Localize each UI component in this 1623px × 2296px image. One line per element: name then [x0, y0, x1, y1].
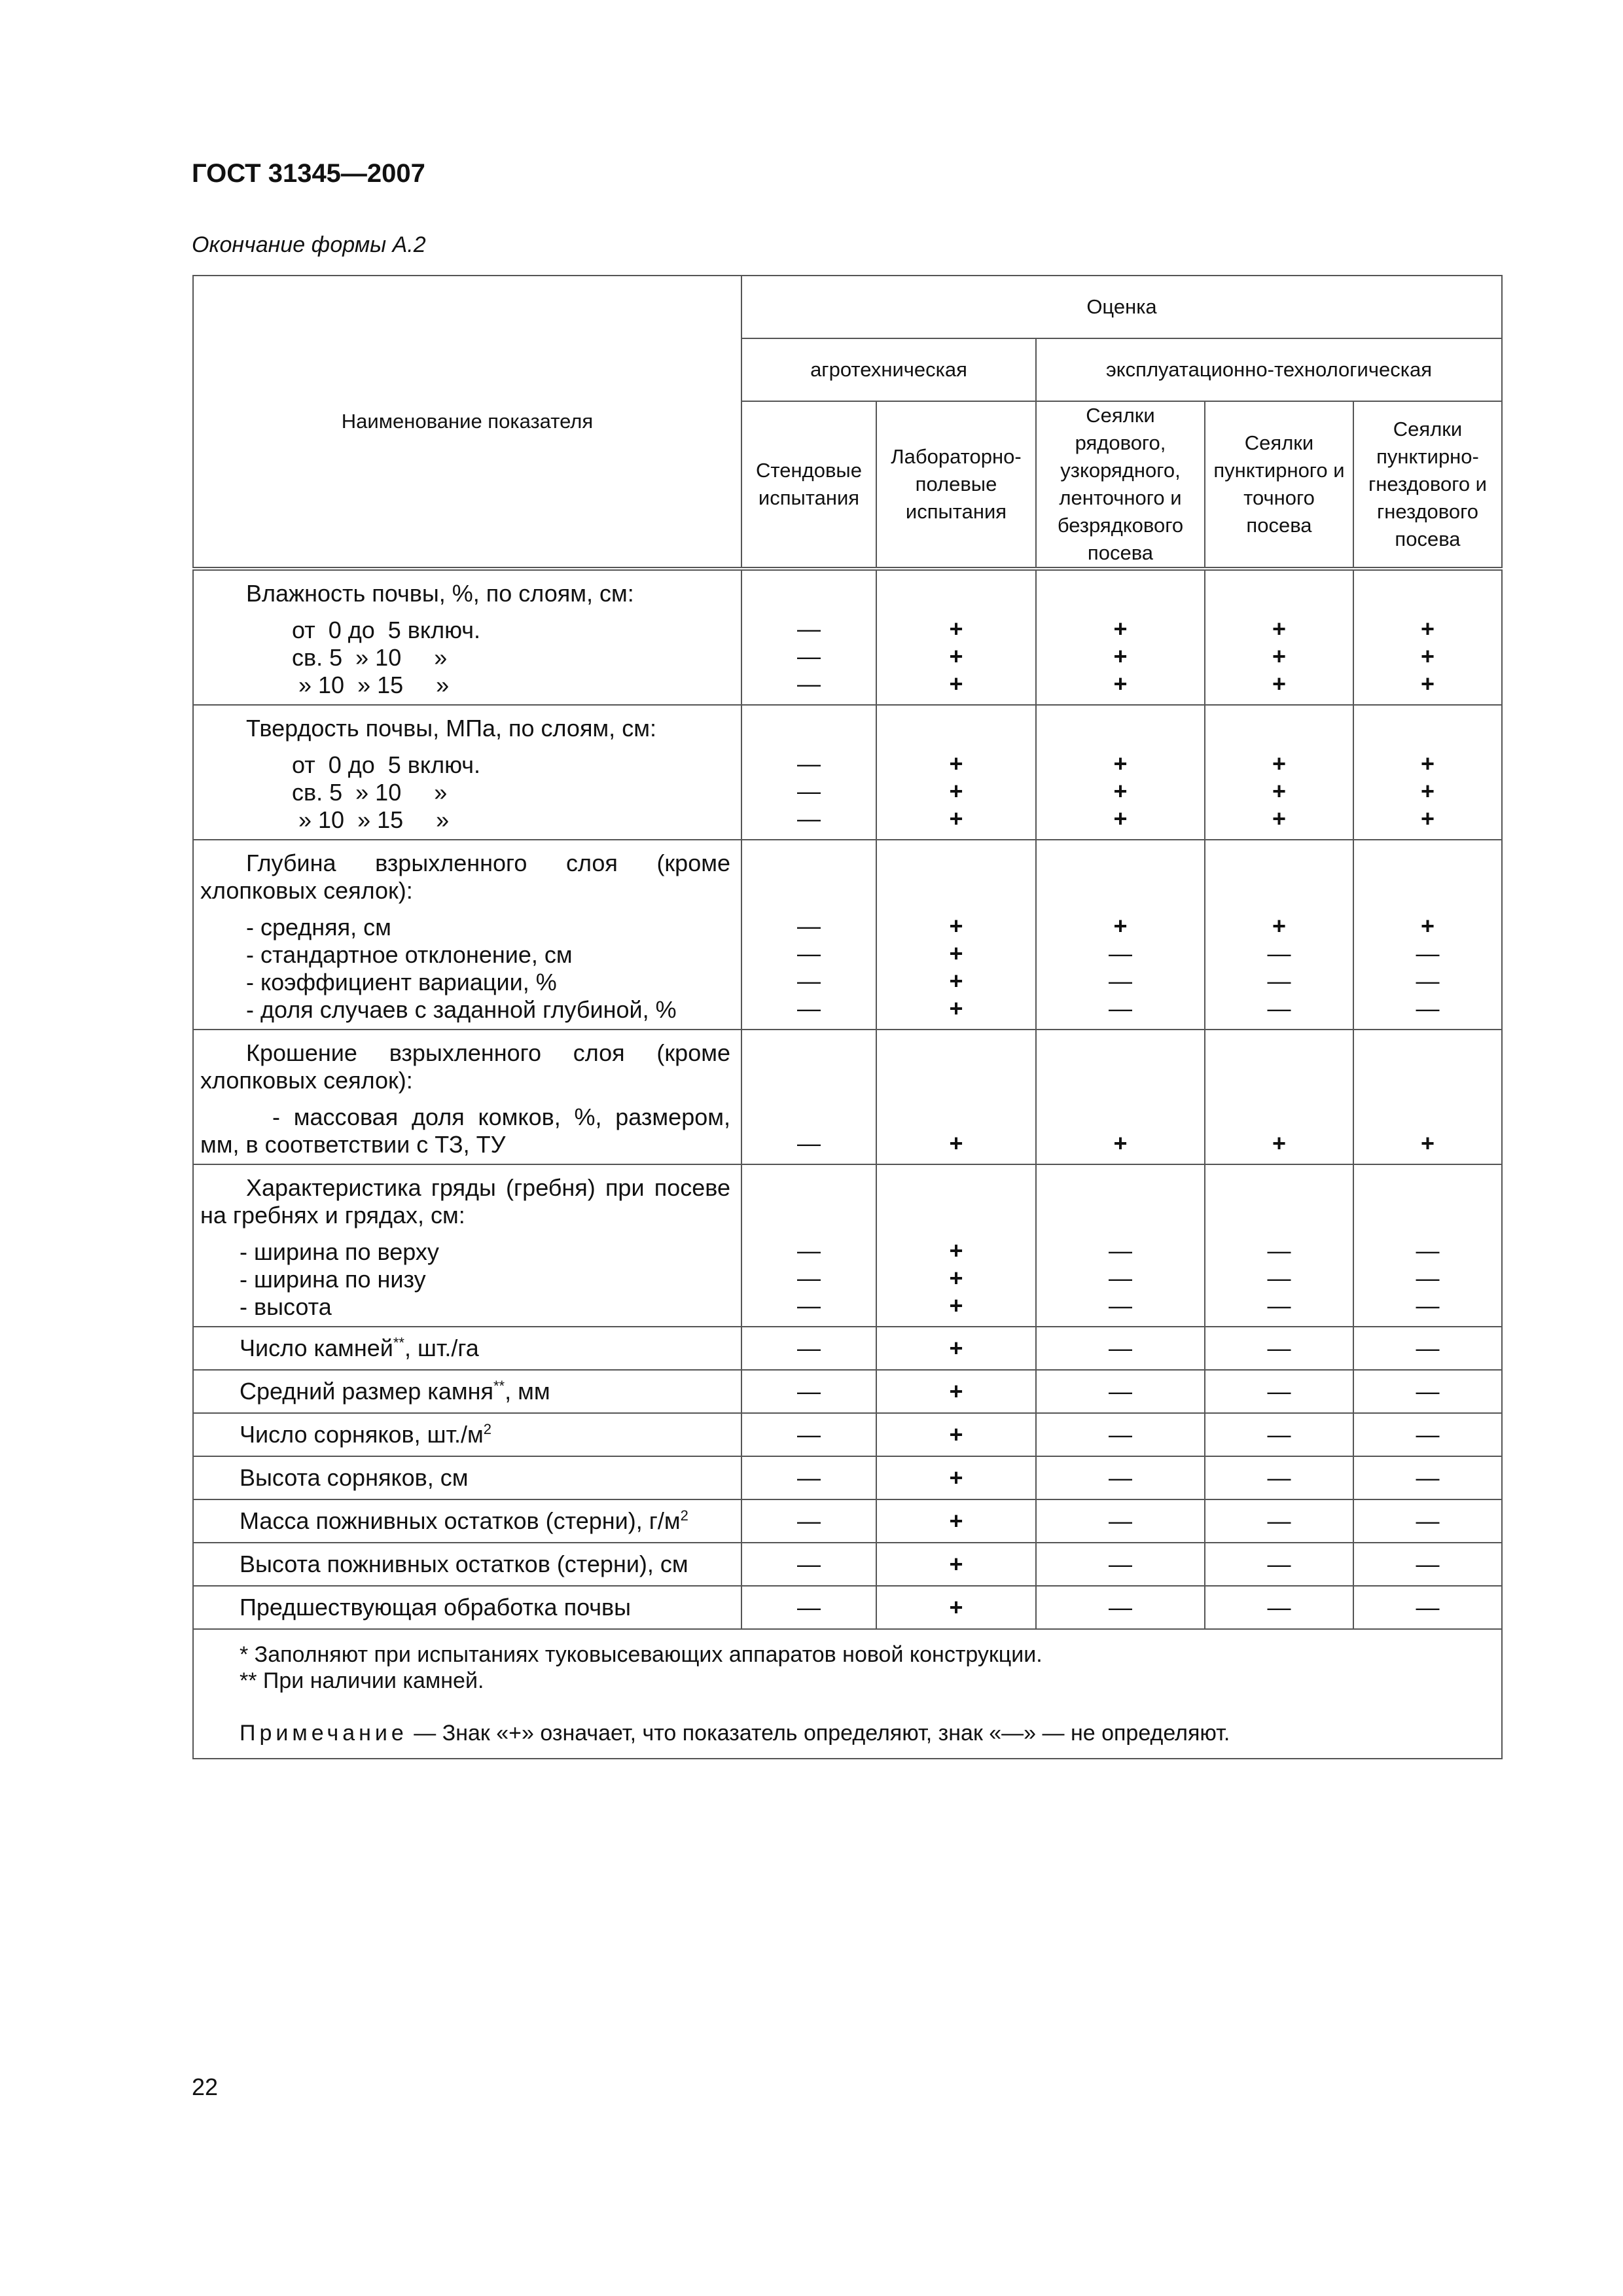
- mark-cell: [1353, 1030, 1502, 1164]
- mark-cell: [1036, 569, 1205, 705]
- header-lab-field-tests: Лабораторно-полевые испытания: [876, 401, 1036, 569]
- note-label: Примечание: [240, 1721, 408, 1746]
- mark: —: [1416, 1551, 1440, 1577]
- mark: —: [797, 1551, 821, 1577]
- header-bench-tests: Стендовые испытания: [741, 401, 876, 569]
- mark-cell: [741, 1413, 876, 1456]
- mark: —: [1267, 1421, 1291, 1448]
- indicator-cell: [193, 569, 741, 705]
- mark-cell: [1205, 840, 1353, 1030]
- mark: —: [1109, 1292, 1132, 1319]
- mark: +: [949, 1292, 963, 1319]
- mark-cell: [876, 840, 1036, 1030]
- mark: +: [949, 1464, 963, 1491]
- mark-cell: [1036, 1499, 1205, 1543]
- mark: +: [1113, 615, 1128, 642]
- header-agrotechnical: агротехническая: [741, 338, 1036, 401]
- mark: —: [1109, 1551, 1132, 1577]
- mark: —: [797, 615, 821, 642]
- indicator-subitem: - коэффициент вариации, %: [246, 969, 557, 996]
- mark: +: [1420, 778, 1435, 804]
- table-row: [193, 1543, 1502, 1586]
- mark-cell: [1036, 1456, 1205, 1499]
- table-row: [193, 569, 1502, 705]
- mark: —: [1109, 1421, 1132, 1448]
- mark-cell: [1353, 1456, 1502, 1499]
- indicator-title: Глубина взрыхленного слоя (кроме хлопковых сеялок):: [200, 850, 730, 904]
- indicator-subitem: » 10 » 15 »: [292, 672, 450, 698]
- mark: +: [1272, 750, 1287, 777]
- mark-cell: [1036, 1543, 1205, 1586]
- mark-cell: [741, 705, 876, 840]
- mark-cell: [1205, 1586, 1353, 1629]
- mark: +: [949, 805, 963, 832]
- mark: —: [1416, 995, 1440, 1022]
- mark-cell: [1353, 1164, 1502, 1327]
- mark-cell: [876, 569, 1036, 705]
- table-row: [193, 1586, 1502, 1629]
- mark: —: [1416, 1507, 1440, 1534]
- indicator-subitem: от 0 до 5 включ.: [292, 751, 481, 778]
- mark: —: [1267, 1507, 1291, 1534]
- mark: +: [949, 912, 963, 939]
- mark: —: [1416, 1335, 1440, 1361]
- mark-cell: [876, 1327, 1036, 1370]
- mark: —: [1416, 1237, 1440, 1264]
- unit-exponent: 2: [483, 1421, 492, 1437]
- mark: +: [949, 1378, 963, 1405]
- mark-cell: [1353, 569, 1502, 705]
- mark-cell: [1353, 1499, 1502, 1543]
- mark-cell: [741, 1327, 876, 1370]
- mark: +: [1420, 912, 1435, 939]
- mark-cell: [1353, 1586, 1502, 1629]
- table-header: [193, 276, 1502, 569]
- mark-cell: [876, 1456, 1036, 1499]
- mark: —: [1416, 1265, 1440, 1291]
- indicators-table: [192, 275, 1503, 1759]
- mark-cell: [1353, 1327, 1502, 1370]
- indicator-subitem: - доля случаев с заданной глубиной, %: [246, 996, 677, 1023]
- indicator-title: Высота сорняков, см: [240, 1464, 469, 1491]
- mark: —: [797, 1594, 821, 1621]
- header-assessment: Оценка: [741, 276, 1502, 338]
- mark: —: [1267, 1551, 1291, 1577]
- mark-cell: [1205, 1370, 1353, 1413]
- mark: —: [1109, 1507, 1132, 1534]
- mark-cell: [1353, 1370, 1502, 1413]
- indicator-cell: [193, 1164, 741, 1327]
- indicator-cell: [193, 1543, 741, 1586]
- mark: —: [1267, 1335, 1291, 1361]
- mark-cell: [1353, 840, 1502, 1030]
- mark-cell: [1205, 569, 1353, 705]
- mark-cell: [741, 1164, 876, 1327]
- indicator-cell: [193, 705, 741, 840]
- mark: —: [1109, 1335, 1132, 1361]
- mark-cell: [1036, 1413, 1205, 1456]
- indicator-subitem: - ширина по верху: [240, 1238, 439, 1265]
- mark: +: [1272, 670, 1287, 697]
- indicator-unit: , шт./га: [404, 1335, 479, 1361]
- mark-cell: [741, 569, 876, 705]
- mark: +: [949, 1551, 963, 1577]
- mark: —: [797, 750, 821, 777]
- mark: —: [797, 940, 821, 967]
- note-text: — Знак «+» означает, что показатель определяют, знак «—» — не определяют.: [407, 1721, 1230, 1746]
- indicator-cell: [193, 1370, 741, 1413]
- mark-cell: [1205, 1030, 1353, 1164]
- mark: +: [1420, 750, 1435, 777]
- mark: —: [1267, 995, 1291, 1022]
- mark-cell: [1353, 705, 1502, 840]
- mark-cell: [1036, 1030, 1205, 1164]
- mark-cell: [741, 840, 876, 1030]
- mark: —: [1109, 1237, 1132, 1264]
- indicator-cell: [193, 1327, 741, 1370]
- mark: +: [1113, 805, 1128, 832]
- mark-cell: [1036, 1164, 1205, 1327]
- mark: —: [797, 1265, 821, 1291]
- indicator-title: Влажность почвы, %, по слоям, см:: [246, 580, 634, 607]
- mark: +: [1420, 643, 1435, 670]
- mark-cell: [1036, 1327, 1205, 1370]
- header-hill-seeders: Сеялки пунктирно-гнездового и гнездового посева: [1353, 401, 1502, 569]
- indicator-subitem: св. 5 » 10 »: [292, 644, 448, 671]
- indicator-cell: [193, 840, 741, 1030]
- indicator-subitem: - средняя, см: [246, 914, 391, 941]
- mark-cell: [741, 1543, 876, 1586]
- mark-cell: [876, 1543, 1036, 1586]
- mark: —: [797, 967, 821, 994]
- mark-cell: [1205, 1456, 1353, 1499]
- mark: —: [1416, 1594, 1440, 1621]
- header-precision-seeders: Сеялки пунктирного и точного посева: [1205, 401, 1353, 569]
- mark: +: [949, 778, 963, 804]
- table-row: [193, 840, 1502, 1030]
- mark: +: [949, 995, 963, 1022]
- mark: —: [1109, 1378, 1132, 1405]
- indicator-title: Предшествующая обработка почвы: [240, 1594, 632, 1621]
- mark: +: [1113, 750, 1128, 777]
- indicator-subitem: » 10 » 15 »: [292, 806, 450, 833]
- mark: —: [1267, 1378, 1291, 1405]
- mark: —: [1267, 940, 1291, 967]
- mark-cell: [876, 1030, 1036, 1164]
- mark: +: [949, 643, 963, 670]
- mark-cell: [876, 1413, 1036, 1456]
- mark: —: [1109, 1265, 1132, 1291]
- mark: +: [949, 967, 963, 994]
- mark-cell: [741, 1370, 876, 1413]
- mark: +: [1113, 912, 1128, 939]
- mark: +: [949, 750, 963, 777]
- mark: +: [1420, 670, 1435, 697]
- table-row: [193, 1499, 1502, 1543]
- header-row-seeders: Сеялки рядового, узкорядного, ленточного и безрядкового посева: [1036, 401, 1205, 569]
- mark: +: [1272, 778, 1287, 804]
- mark-cell: [1205, 1164, 1353, 1327]
- mark: —: [797, 1507, 821, 1534]
- unit-exponent: 2: [680, 1507, 688, 1524]
- mark: +: [949, 615, 963, 642]
- mark: +: [949, 1130, 963, 1157]
- mark-cell: [1036, 705, 1205, 840]
- mark: —: [797, 1335, 821, 1361]
- mark: +: [1113, 670, 1128, 697]
- header-indicator-name: Наименование показателя: [193, 276, 741, 569]
- indicator-subitem: от 0 до 5 включ.: [292, 617, 481, 643]
- indicator-cell: [193, 1499, 741, 1543]
- mark-cell: [876, 1164, 1036, 1327]
- mark: +: [949, 1594, 963, 1621]
- mark-cell: [1205, 1413, 1353, 1456]
- mark: —: [797, 643, 821, 670]
- header-operational: эксплуатационно-технологическая: [1036, 338, 1502, 401]
- table-row: [193, 705, 1502, 840]
- mark: +: [1420, 805, 1435, 832]
- indicator-title: Высота пожнивных остатков (стерни), см: [240, 1551, 688, 1577]
- mark: —: [797, 1378, 821, 1405]
- mark: +: [1420, 615, 1435, 642]
- mark: —: [797, 1130, 821, 1157]
- footnotes-cell: [193, 1629, 1502, 1759]
- mark-cell: [741, 1586, 876, 1629]
- mark: +: [1272, 615, 1287, 642]
- mark-cell: [1205, 1327, 1353, 1370]
- indicator-cell: [193, 1413, 741, 1456]
- table-row: [193, 1456, 1502, 1499]
- mark-cell: [1353, 1413, 1502, 1456]
- mark: +: [949, 1507, 963, 1534]
- indicator-subitem: - стандартное отклонение, см: [246, 941, 573, 968]
- mark: +: [949, 670, 963, 697]
- indicator-subitem: - ширина по низу: [240, 1266, 426, 1293]
- indicator-subitem: - массовая доля комков, %, размером, мм, в соответствии с ТЗ, ТУ: [200, 1103, 730, 1158]
- mark: +: [949, 1237, 963, 1264]
- indicator-title: Характеристика гряды (гребня) при посеве на гребнях и грядах, см:: [200, 1174, 730, 1229]
- table-row: [193, 1030, 1502, 1164]
- mark: —: [1416, 967, 1440, 994]
- mark: +: [1272, 805, 1287, 832]
- mark: +: [1113, 1130, 1128, 1157]
- indicator-title: Число сорняков, шт./м: [240, 1421, 484, 1448]
- mark: —: [1416, 940, 1440, 967]
- table-row: [193, 1327, 1502, 1370]
- mark: —: [797, 1421, 821, 1448]
- indicator-title: Средний размер камня: [240, 1378, 493, 1405]
- indicator-title: Число камней: [240, 1335, 393, 1361]
- mark: —: [1267, 1292, 1291, 1319]
- mark: —: [1267, 1464, 1291, 1491]
- indicator-subitem: св. 5 » 10 »: [292, 779, 448, 806]
- mark-cell: [1036, 1370, 1205, 1413]
- mark: —: [1267, 1594, 1291, 1621]
- mark-cell: [1353, 1543, 1502, 1586]
- mark: +: [1272, 643, 1287, 670]
- document-title: ГОСТ 31345—2007: [192, 159, 425, 188]
- mark-cell: [876, 1370, 1036, 1413]
- mark-cell: [1205, 1499, 1353, 1543]
- mark: +: [1113, 778, 1128, 804]
- mark: —: [1416, 1378, 1440, 1405]
- indicator-title: Крошение взрыхленного слоя (кроме хлопковых сеялок):: [200, 1039, 730, 1094]
- mark: +: [1272, 912, 1287, 939]
- mark: —: [1109, 1464, 1132, 1491]
- mark: —: [797, 995, 821, 1022]
- footnotes-row: [193, 1629, 1502, 1759]
- mark-cell: [1205, 705, 1353, 840]
- mark: —: [797, 1464, 821, 1491]
- table-row: [193, 1413, 1502, 1456]
- footnote-marker: **: [493, 1378, 505, 1394]
- table-row: [193, 1164, 1502, 1327]
- mark: —: [797, 805, 821, 832]
- mark: +: [1272, 1130, 1287, 1157]
- mark: —: [1416, 1292, 1440, 1319]
- footnote-marker: **: [393, 1335, 404, 1351]
- indicator-unit: , мм: [505, 1378, 550, 1405]
- mark-cell: [741, 1456, 876, 1499]
- mark: —: [797, 912, 821, 939]
- mark-cell: [1205, 1543, 1353, 1586]
- mark: —: [1109, 995, 1132, 1022]
- mark-cell: [741, 1499, 876, 1543]
- mark: —: [1109, 940, 1132, 967]
- mark: —: [797, 1237, 821, 1264]
- mark-cell: [1036, 1586, 1205, 1629]
- footnote-1: * Заполняют при испытаниях туковысевающих аппаратов новой конструкции.: [240, 1642, 1043, 1667]
- mark: +: [949, 1421, 963, 1448]
- indicator-cell: [193, 1030, 741, 1164]
- mark: —: [1416, 1464, 1440, 1491]
- page-number: 22: [192, 2073, 219, 2100]
- indicator-cell: [193, 1456, 741, 1499]
- mark: —: [1109, 967, 1132, 994]
- form-caption: Окончание формы А.2: [192, 232, 426, 257]
- mark: —: [1267, 1265, 1291, 1291]
- mark: —: [1416, 1421, 1440, 1448]
- mark: —: [1267, 967, 1291, 994]
- mark: —: [797, 670, 821, 697]
- mark: —: [1109, 1594, 1132, 1621]
- table-row: [193, 1370, 1502, 1413]
- mark-cell: [876, 705, 1036, 840]
- mark-cell: [741, 1030, 876, 1164]
- indicator-subitem: - высота: [240, 1293, 332, 1320]
- mark: +: [1420, 1130, 1435, 1157]
- note: [240, 1720, 1488, 1746]
- mark: —: [1267, 1237, 1291, 1264]
- mark: —: [797, 778, 821, 804]
- footnote-2: ** При наличии камней.: [240, 1668, 484, 1693]
- mark: +: [949, 940, 963, 967]
- mark: —: [797, 1292, 821, 1319]
- mark-cell: [876, 1586, 1036, 1629]
- mark: +: [949, 1335, 963, 1361]
- indicator-title: Твердость почвы, МПа, по слоям, см:: [246, 715, 656, 742]
- mark: +: [1113, 643, 1128, 670]
- mark-cell: [876, 1499, 1036, 1543]
- indicator-title: Масса пожнивных остатков (стерни), г/м: [240, 1507, 681, 1534]
- indicator-cell: [193, 1586, 741, 1629]
- mark: +: [949, 1265, 963, 1291]
- mark-cell: [1036, 840, 1205, 1030]
